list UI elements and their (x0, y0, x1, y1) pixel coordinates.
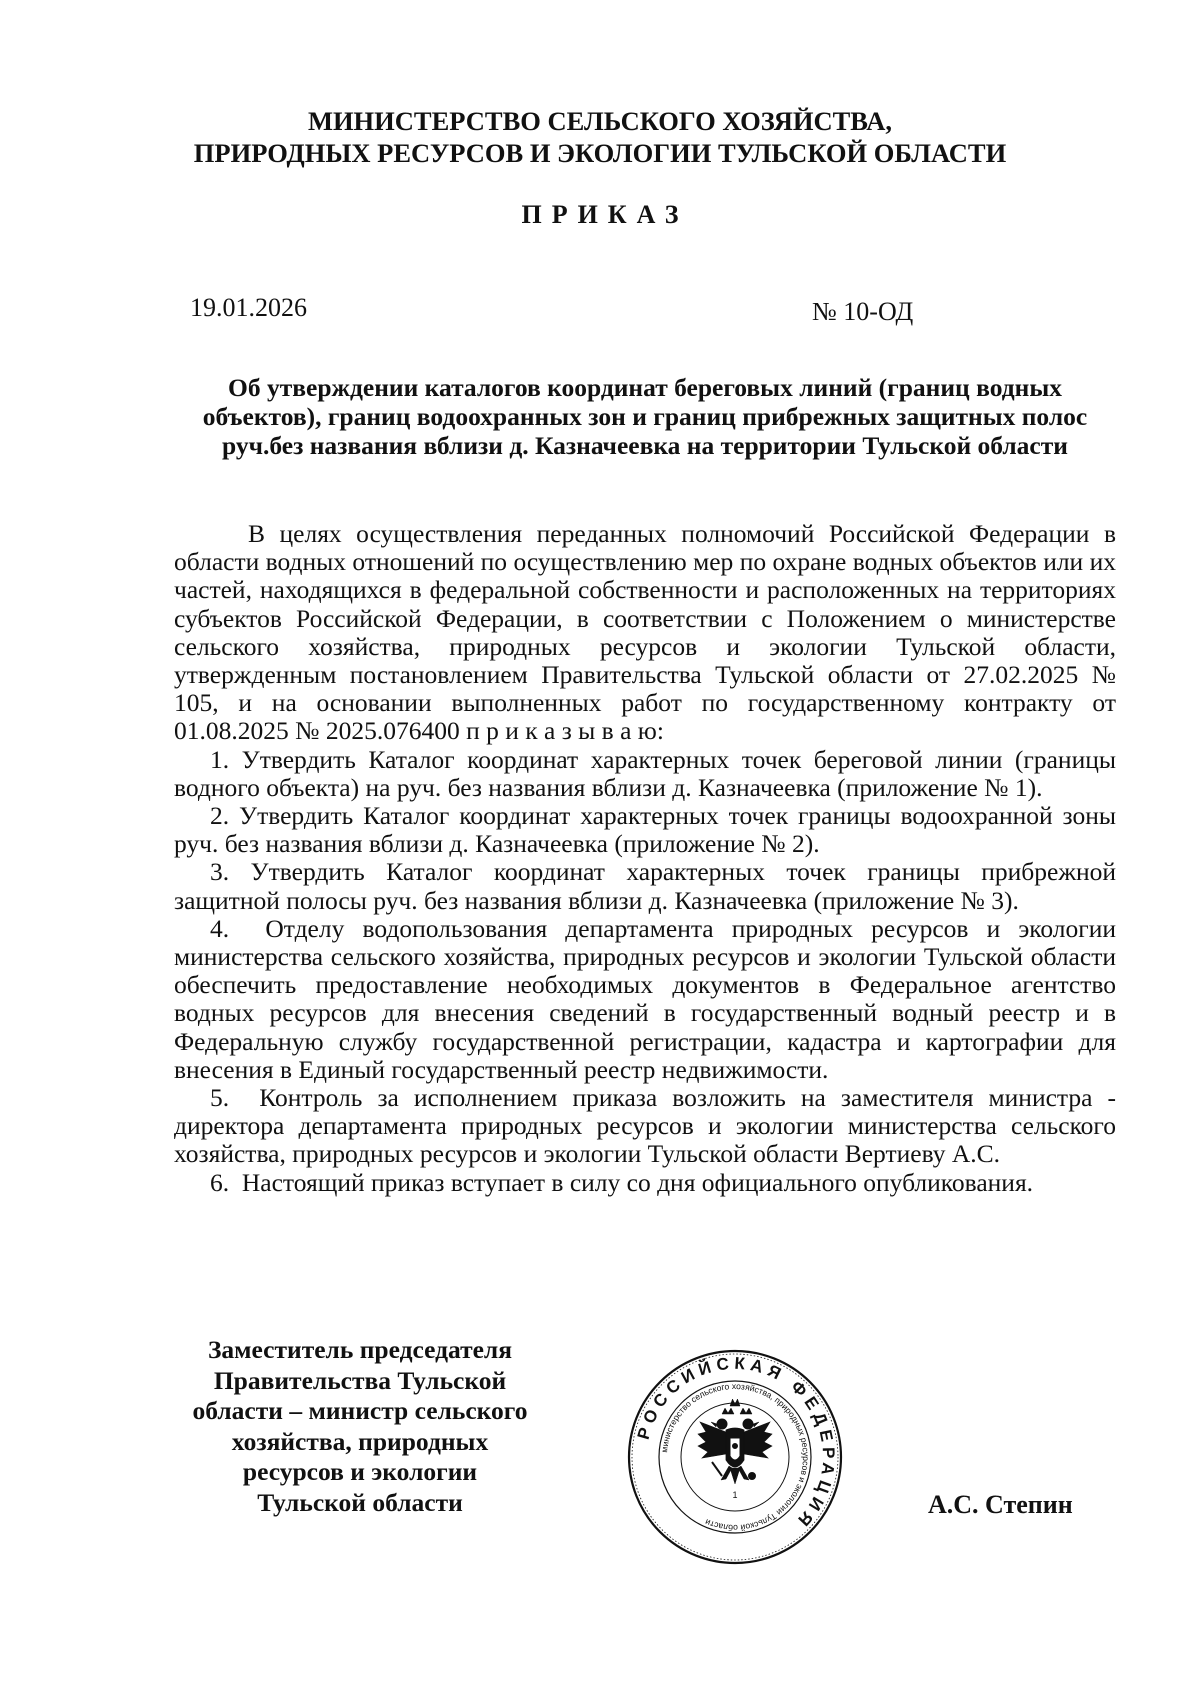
item-number: 4. (210, 913, 230, 943)
order-item (174, 802, 1116, 858)
signatory-line: хозяйства, природных (231, 1426, 489, 1456)
signatory-line: области – министр сельского (192, 1396, 528, 1425)
seal-inner-textpath: министерство сельского хозяйства, природных ресурсов и экологии Тульской области (659, 1380, 812, 1534)
ministry-line-2: ПРИРОДНЫХ РЕСУРСОВ И ЭКОЛОГИИ ТУЛЬСКОЙ ОБЛАСТИ (193, 138, 1007, 168)
signatory-line: Правительства Тульской (213, 1365, 507, 1395)
item-text: Отделу водопользования департамента природных ресурсов и экологии министерства сельского хозяйства, природных ресурсов и экологии Тульской области обеспечить предоставление необходимых документов в Федеральное агентство водных ресурсов для внесения сведений в государственный водный реестр и в Федеральную службу государственной регистрации, кадастра и картографии для внесения в Единый государственный реестр недвижимости. (174, 913, 1117, 1084)
order-subject: Об утверждении каталогов координат береговых линий (границ водных объектов), границ водоохранных зон и границ прибрежных защитных полос руч.без названия вблизи д. Казначеевка на территории Тульской области (202, 373, 1088, 460)
item-number: 6. (210, 1167, 230, 1197)
item-number: 2. (210, 801, 230, 831)
order-item (174, 1169, 1116, 1197)
order-date: 19.01.2026 (190, 293, 307, 322)
signatory-line: ресурсов и экологии (242, 1457, 478, 1486)
item-number: 1. (210, 744, 230, 774)
order-item (174, 1084, 1116, 1169)
signatory-position (165, 1335, 555, 1518)
order-body (174, 520, 1116, 1197)
document-type-title: ПРИКАЗ (521, 200, 689, 229)
intro-paragraph (174, 520, 1116, 746)
official-seal (626, 1348, 844, 1566)
item-number: 3. (210, 857, 230, 887)
item-number: 5. (210, 1083, 230, 1113)
item-text: Утвердить Каталог координат характерных точек границы прибрежной защитной полосы руч. без названия вблизи д. Казначеевка (приложение № 3). (174, 857, 1116, 915)
order-word: п р и к а з ы в а ю: (466, 716, 664, 746)
seal-outer-textpath: РОССИЙСКАЯ ФЕДЕРАЦИЯ (633, 1353, 839, 1534)
order-number: № 10-ОД (812, 297, 914, 326)
double-headed-eagle-emblem (698, 1399, 772, 1484)
order-item (174, 915, 1116, 1084)
seal-number: 1 (732, 1490, 738, 1500)
order-item (174, 858, 1116, 914)
signatory-line: Заместитель председателя (207, 1335, 513, 1364)
intro-text: В целях осуществления переданных полномочий Российской Федерации в области водных отношений по осуществлению мер по охране водных объектов или их частей, находящихся в федеральной собственности и расположенных на территориях субъектов Российской Федерации, в соответствии с Положением о министерстве сельского хозяйства, природных ресурсов и экологии Тульской области, утвержденным постановлением Правительства Тульской области от 27.02.2025 № 105, и на основании выполненных работ по государственному контракту от 01.08.2025 № 2025.076400 (174, 519, 1116, 746)
item-text: Контроль за исполнением приказа возложить на заместителя министра - директора департамента природных ресурсов и экологии министерства сельского хозяйства, природных ресурсов и экологии Тульской области Вертиеву А.С. (174, 1083, 1116, 1169)
order-item (174, 746, 1116, 802)
item-text: Утвердить Каталог координат характерных точек границы водоохранной зоны руч. без названия вблизи д. Казначеевка (приложение № 2). (174, 801, 1117, 859)
item-text: Утвердить Каталог координат характерных точек береговой линии (границы водного объекта) на руч. без названия вблизи д. Казначеевка (приложение № 1). (174, 744, 1117, 802)
signer-name: А.С. Степин (928, 1490, 1073, 1519)
ministry-header (0, 105, 1200, 169)
ministry-line-1: МИНИСТЕРСТВО СЕЛЬСКОГО ХОЗЯЙСТВА, (307, 106, 893, 136)
signatory-line: Тульской области (257, 1487, 463, 1517)
item-text: Настоящий приказ вступает в силу со дня официального опубликования. (241, 1167, 1034, 1197)
